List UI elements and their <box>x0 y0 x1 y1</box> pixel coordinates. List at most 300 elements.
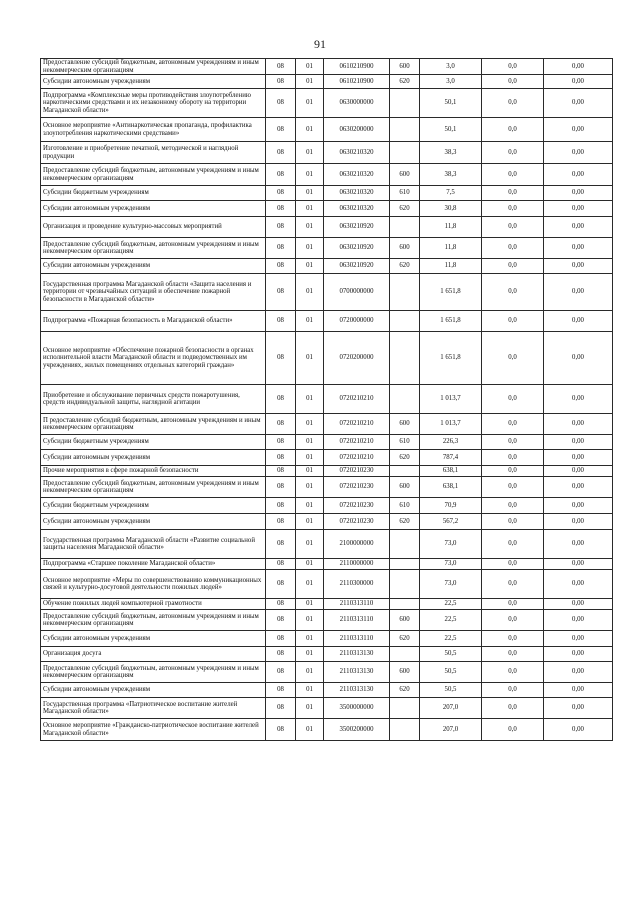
row-amount-2-cell: 0,0 <box>482 217 544 238</box>
row-amount-1-cell: 1 651,8 <box>420 311 482 332</box>
row-name-cell: Предоставление субсидий бюджетным, автономным учреждениям и иным некоммерческим организациям <box>41 477 266 498</box>
row-amount-1-cell: 22,5 <box>420 631 482 647</box>
table-row <box>41 385 613 414</box>
row-amount-2-cell: 0,0 <box>482 59 544 75</box>
row-chapter-cell: 08 <box>266 466 296 477</box>
row-subsection-cell: 01 <box>296 311 324 332</box>
row-subsection-cell: 01 <box>296 142 324 164</box>
row-amount-2-cell: 0,0 <box>482 75 544 89</box>
row-name-cell: Субсидии автономным учреждениям <box>41 631 266 647</box>
row-amount-1-cell: 567,2 <box>420 514 482 530</box>
row-expense-type-cell: 610 <box>390 186 420 201</box>
row-amount-2-cell: 0,0 <box>482 570 544 599</box>
row-amount-1-cell: 22,5 <box>420 599 482 610</box>
row-target-article-cell: 0720200000 <box>324 332 390 385</box>
row-subsection-cell: 01 <box>296 435 324 450</box>
table-row <box>41 570 613 599</box>
table-row <box>41 662 613 683</box>
row-chapter-cell: 08 <box>266 662 296 683</box>
row-amount-1-cell: 73,0 <box>420 559 482 570</box>
row-chapter-cell: 08 <box>266 201 296 217</box>
row-expense-type-cell: 600 <box>390 238 420 259</box>
row-amount-1-cell: 1 013,7 <box>420 385 482 414</box>
row-amount-1-cell: 638,1 <box>420 477 482 498</box>
table-row <box>41 466 613 477</box>
row-amount-1-cell: 73,0 <box>420 570 482 599</box>
row-name-cell: Организация и проведение культурно-массовых мероприятий <box>41 217 266 238</box>
row-amount-3-cell: 0,00 <box>544 435 613 450</box>
row-subsection-cell: 01 <box>296 414 324 435</box>
row-name-cell: Обучение пожилых людей компьютерной грамотности <box>41 599 266 610</box>
row-name-cell: Предоставление субсидий бюджетным, автономным учреждениям и иным некоммерческим организациям <box>41 59 266 75</box>
row-chapter-cell: 08 <box>266 414 296 435</box>
row-amount-2-cell: 0,0 <box>482 201 544 217</box>
row-target-article-cell: 2110000000 <box>324 559 390 570</box>
row-name-cell: Субсидии автономным учреждениям <box>41 683 266 698</box>
row-amount-1-cell: 70,9 <box>420 498 482 514</box>
row-amount-1-cell: 11,8 <box>420 217 482 238</box>
row-name-cell: Субсидии автономным учреждениям <box>41 259 266 274</box>
row-expense-type-cell: 620 <box>390 683 420 698</box>
table-row <box>41 599 613 610</box>
row-amount-3-cell: 0,00 <box>544 466 613 477</box>
row-amount-2-cell: 0,0 <box>482 599 544 610</box>
row-subsection-cell: 01 <box>296 498 324 514</box>
row-target-article-cell: 0610210900 <box>324 59 390 75</box>
row-amount-2-cell: 0,0 <box>482 514 544 530</box>
table-row <box>41 217 613 238</box>
row-expense-type-cell <box>390 599 420 610</box>
row-expense-type-cell: 600 <box>390 662 420 683</box>
row-expense-type-cell <box>390 385 420 414</box>
row-amount-1-cell: 50,5 <box>420 683 482 698</box>
row-amount-3-cell: 0,00 <box>544 719 613 741</box>
row-expense-type-cell <box>390 466 420 477</box>
row-amount-2-cell: 0,0 <box>482 186 544 201</box>
row-chapter-cell: 08 <box>266 514 296 530</box>
row-target-article-cell: 0720000000 <box>324 311 390 332</box>
row-amount-3-cell: 0,00 <box>544 89 613 118</box>
row-amount-2-cell: 0,0 <box>482 450 544 466</box>
row-subsection-cell: 01 <box>296 164 324 186</box>
row-name-cell: Подпрограмма «Пожарная безопасность в Магаданской области» <box>41 311 266 332</box>
row-amount-2-cell: 0,0 <box>482 719 544 741</box>
table-row <box>41 89 613 118</box>
row-target-article-cell: 0630210920 <box>324 217 390 238</box>
table-body <box>41 59 613 741</box>
row-target-article-cell: 0630210920 <box>324 238 390 259</box>
row-subsection-cell: 01 <box>296 59 324 75</box>
row-target-article-cell: 2110313130 <box>324 683 390 698</box>
row-chapter-cell: 08 <box>266 498 296 514</box>
row-amount-3-cell: 0,00 <box>544 514 613 530</box>
row-amount-2-cell: 0,0 <box>482 647 544 662</box>
row-name-cell: Государственная программа Магаданской области «Защита населения и территории от чрезвычайных ситуаций и обеспечение пожарной безопасности в Магаданской области» <box>41 274 266 311</box>
row-amount-3-cell: 0,00 <box>544 530 613 559</box>
row-expense-type-cell <box>390 217 420 238</box>
row-subsection-cell: 01 <box>296 118 324 142</box>
row-subsection-cell: 01 <box>296 570 324 599</box>
row-expense-type-cell <box>390 311 420 332</box>
row-target-article-cell: 0720210230 <box>324 498 390 514</box>
row-subsection-cell: 01 <box>296 559 324 570</box>
row-amount-3-cell: 0,00 <box>544 385 613 414</box>
table-row <box>41 164 613 186</box>
row-amount-2-cell: 0,0 <box>482 559 544 570</box>
row-amount-1-cell: 50,5 <box>420 647 482 662</box>
row-amount-2-cell: 0,0 <box>482 683 544 698</box>
row-name-cell: Государственная программа Магаданской области «Развитие социальной защиты населения Магаданской области» <box>41 530 266 559</box>
row-expense-type-cell: 620 <box>390 201 420 217</box>
row-amount-3-cell: 0,00 <box>544 683 613 698</box>
table-row <box>41 477 613 498</box>
row-amount-1-cell: 38,3 <box>420 164 482 186</box>
row-chapter-cell: 08 <box>266 217 296 238</box>
row-expense-type-cell: 620 <box>390 450 420 466</box>
row-expense-type-cell <box>390 559 420 570</box>
row-name-cell: Основное мероприятие «Гражданско-патриотическое воспитание жителей Магаданской области» <box>41 719 266 741</box>
row-chapter-cell: 08 <box>266 274 296 311</box>
table-row <box>41 610 613 631</box>
page-number: 91 <box>314 37 326 51</box>
row-name-cell: Приобретение и обслуживание первичных средств пожаротушения, средств индивидуальной защиты, наглядной агитации <box>41 385 266 414</box>
row-amount-2-cell: 0,0 <box>482 466 544 477</box>
row-expense-type-cell <box>390 647 420 662</box>
row-amount-2-cell: 0,0 <box>482 259 544 274</box>
row-chapter-cell: 08 <box>266 142 296 164</box>
row-expense-type-cell <box>390 530 420 559</box>
row-amount-1-cell: 22,5 <box>420 610 482 631</box>
row-target-article-cell: 0720210230 <box>324 466 390 477</box>
row-amount-1-cell: 38,3 <box>420 142 482 164</box>
row-amount-2-cell: 0,0 <box>482 530 544 559</box>
row-expense-type-cell <box>390 332 420 385</box>
row-subsection-cell: 01 <box>296 647 324 662</box>
row-subsection-cell: 01 <box>296 698 324 719</box>
row-amount-1-cell: 11,8 <box>420 259 482 274</box>
row-amount-1-cell: 50,1 <box>420 89 482 118</box>
row-name-cell: Предоставление субсидий бюджетным, автономным учреждениям и иным некоммерческим организациям <box>41 164 266 186</box>
row-name-cell: Изготовление и приобретение печатной, методической и наглядной продукции <box>41 142 266 164</box>
row-target-article-cell: 0630200000 <box>324 118 390 142</box>
row-amount-1-cell: 787,4 <box>420 450 482 466</box>
row-amount-3-cell: 0,00 <box>544 570 613 599</box>
row-expense-type-cell <box>390 142 420 164</box>
row-target-article-cell: 0630210320 <box>324 142 390 164</box>
table-row <box>41 631 613 647</box>
row-expense-type-cell: 620 <box>390 75 420 89</box>
row-target-article-cell: 0630210320 <box>324 164 390 186</box>
row-subsection-cell: 01 <box>296 332 324 385</box>
table-row <box>41 75 613 89</box>
row-chapter-cell: 08 <box>266 530 296 559</box>
row-subsection-cell: 01 <box>296 259 324 274</box>
row-name-cell: Подпрограмма «Старшее поколение Магаданской области» <box>41 559 266 570</box>
row-amount-1-cell: 1 651,8 <box>420 274 482 311</box>
row-name-cell: Предоставление субсидий бюджетным, автономным учреждениям и иным некоммерческим организациям <box>41 610 266 631</box>
row-subsection-cell: 01 <box>296 238 324 259</box>
row-chapter-cell: 08 <box>266 164 296 186</box>
row-amount-1-cell: 11,8 <box>420 238 482 259</box>
row-amount-1-cell: 1 013,7 <box>420 414 482 435</box>
row-subsection-cell: 01 <box>296 477 324 498</box>
row-chapter-cell: 08 <box>266 450 296 466</box>
row-amount-2-cell: 0,0 <box>482 631 544 647</box>
row-subsection-cell: 01 <box>296 631 324 647</box>
row-name-cell: Основное мероприятие «Меры по совершенствованию коммуникационных связей и культурно-досуговой деятельности пожилых людей» <box>41 570 266 599</box>
row-name-cell: Субсидии автономным учреждениям <box>41 514 266 530</box>
row-expense-type-cell: 600 <box>390 59 420 75</box>
row-amount-3-cell: 0,00 <box>544 477 613 498</box>
budget-table <box>40 58 613 741</box>
row-target-article-cell: 0630210320 <box>324 201 390 217</box>
row-chapter-cell: 08 <box>266 75 296 89</box>
row-amount-3-cell: 0,00 <box>544 698 613 719</box>
row-name-cell: П редоставление субсидий бюджетным, автономным учреждениям и иным некоммерческим организациям <box>41 414 266 435</box>
row-name-cell: Субсидии автономным учреждениям <box>41 450 266 466</box>
row-expense-type-cell: 600 <box>390 164 420 186</box>
row-chapter-cell: 08 <box>266 238 296 259</box>
row-target-article-cell: 2110313110 <box>324 599 390 610</box>
row-chapter-cell: 08 <box>266 631 296 647</box>
row-name-cell: Организация досуга <box>41 647 266 662</box>
table-row <box>41 498 613 514</box>
row-subsection-cell: 01 <box>296 530 324 559</box>
row-subsection-cell: 01 <box>296 201 324 217</box>
row-target-article-cell: 0700000000 <box>324 274 390 311</box>
row-expense-type-cell <box>390 570 420 599</box>
row-amount-2-cell: 0,0 <box>482 89 544 118</box>
row-name-cell: Прочие мероприятия в сфере пожарной безопасности <box>41 466 266 477</box>
row-amount-3-cell: 0,00 <box>544 238 613 259</box>
row-amount-2-cell: 0,0 <box>482 435 544 450</box>
row-amount-2-cell: 0,0 <box>482 238 544 259</box>
row-target-article-cell: 0720210210 <box>324 450 390 466</box>
row-chapter-cell: 08 <box>266 647 296 662</box>
row-name-cell: Основное мероприятие «Антинаркотическая пропаганда, профилактика злоупотребления наркотическими средствами» <box>41 118 266 142</box>
table-row <box>41 698 613 719</box>
row-expense-type-cell <box>390 118 420 142</box>
row-target-article-cell: 2110313110 <box>324 610 390 631</box>
row-chapter-cell: 08 <box>266 570 296 599</box>
table-row <box>41 274 613 311</box>
table-row <box>41 238 613 259</box>
row-target-article-cell: 0720210210 <box>324 435 390 450</box>
row-amount-2-cell: 0,0 <box>482 164 544 186</box>
table-row <box>41 683 613 698</box>
row-subsection-cell: 01 <box>296 75 324 89</box>
row-target-article-cell: 2110313130 <box>324 662 390 683</box>
table-row <box>41 59 613 75</box>
row-amount-2-cell: 0,0 <box>482 385 544 414</box>
row-amount-3-cell: 0,00 <box>544 75 613 89</box>
row-subsection-cell: 01 <box>296 89 324 118</box>
row-expense-type-cell: 610 <box>390 498 420 514</box>
row-name-cell: Субсидии бюджетным учреждениям <box>41 498 266 514</box>
row-amount-2-cell: 0,0 <box>482 332 544 385</box>
row-amount-2-cell: 0,0 <box>482 142 544 164</box>
row-chapter-cell: 08 <box>266 435 296 450</box>
row-subsection-cell: 01 <box>296 662 324 683</box>
row-subsection-cell: 01 <box>296 186 324 201</box>
row-amount-3-cell: 0,00 <box>544 201 613 217</box>
row-chapter-cell: 08 <box>266 118 296 142</box>
row-amount-1-cell: 3,0 <box>420 75 482 89</box>
row-amount-3-cell: 0,00 <box>544 311 613 332</box>
table-row <box>41 450 613 466</box>
row-target-article-cell: 0610210900 <box>324 75 390 89</box>
row-chapter-cell: 08 <box>266 599 296 610</box>
row-amount-2-cell: 0,0 <box>482 698 544 719</box>
row-subsection-cell: 01 <box>296 450 324 466</box>
row-amount-3-cell: 0,00 <box>544 631 613 647</box>
row-subsection-cell: 01 <box>296 683 324 698</box>
row-target-article-cell: 3500000000 <box>324 698 390 719</box>
row-amount-2-cell: 0,0 <box>482 610 544 631</box>
table-row <box>41 530 613 559</box>
row-chapter-cell: 08 <box>266 559 296 570</box>
row-amount-2-cell: 0,0 <box>482 118 544 142</box>
row-amount-2-cell: 0,0 <box>482 274 544 311</box>
row-target-article-cell: 0630210320 <box>324 186 390 201</box>
row-name-cell: Предоставление субсидий бюджетным, автономным учреждениям и иным некоммерческим организациям <box>41 238 266 259</box>
row-subsection-cell: 01 <box>296 274 324 311</box>
row-chapter-cell: 08 <box>266 385 296 414</box>
row-amount-3-cell: 0,00 <box>544 610 613 631</box>
row-amount-3-cell: 0,00 <box>544 647 613 662</box>
row-expense-type-cell <box>390 719 420 741</box>
row-expense-type-cell: 600 <box>390 414 420 435</box>
row-chapter-cell: 08 <box>266 186 296 201</box>
table-row <box>41 435 613 450</box>
row-amount-3-cell: 0,00 <box>544 164 613 186</box>
row-amount-2-cell: 0,0 <box>482 414 544 435</box>
row-amount-2-cell: 0,0 <box>482 498 544 514</box>
row-target-article-cell: 0630210920 <box>324 259 390 274</box>
row-chapter-cell: 08 <box>266 683 296 698</box>
row-amount-3-cell: 0,00 <box>544 414 613 435</box>
table-row <box>41 332 613 385</box>
row-target-article-cell: 2110313110 <box>324 631 390 647</box>
row-name-cell: Субсидии бюджетным учреждениям <box>41 186 266 201</box>
row-target-article-cell: 2100000000 <box>324 530 390 559</box>
row-amount-3-cell: 0,00 <box>544 142 613 164</box>
row-chapter-cell: 08 <box>266 610 296 631</box>
table-row <box>41 647 613 662</box>
row-amount-1-cell: 7,5 <box>420 186 482 201</box>
table-row <box>41 414 613 435</box>
row-amount-1-cell: 50,5 <box>420 662 482 683</box>
row-expense-type-cell: 610 <box>390 435 420 450</box>
row-name-cell: Субсидии бюджетным учреждениям <box>41 435 266 450</box>
table-row <box>41 514 613 530</box>
row-amount-3-cell: 0,00 <box>544 274 613 311</box>
row-amount-3-cell: 0,00 <box>544 559 613 570</box>
row-chapter-cell: 08 <box>266 311 296 332</box>
row-amount-1-cell: 207,0 <box>420 698 482 719</box>
row-subsection-cell: 01 <box>296 610 324 631</box>
row-amount-3-cell: 0,00 <box>544 599 613 610</box>
row-expense-type-cell <box>390 274 420 311</box>
row-name-cell: Государственная программа «Патриотическое воспитание жителей Магаданской области» <box>41 698 266 719</box>
row-chapter-cell: 08 <box>266 59 296 75</box>
row-chapter-cell: 08 <box>266 89 296 118</box>
row-expense-type-cell: 620 <box>390 259 420 274</box>
row-amount-1-cell: 1 651,8 <box>420 332 482 385</box>
row-amount-1-cell: 638,1 <box>420 466 482 477</box>
row-amount-3-cell: 0,00 <box>544 332 613 385</box>
table-row <box>41 559 613 570</box>
row-amount-3-cell: 0,00 <box>544 662 613 683</box>
row-expense-type-cell <box>390 698 420 719</box>
row-name-cell: Предоставление субсидий бюджетным, автономным учреждениям и иным некоммерческим организациям <box>41 662 266 683</box>
row-target-article-cell: 2110300000 <box>324 570 390 599</box>
row-subsection-cell: 01 <box>296 514 324 530</box>
row-target-article-cell: 0720210210 <box>324 385 390 414</box>
row-name-cell: Субсидии автономным учреждениям <box>41 201 266 217</box>
row-target-article-cell: 0720210210 <box>324 414 390 435</box>
table-row <box>41 142 613 164</box>
row-subsection-cell: 01 <box>296 217 324 238</box>
row-amount-1-cell: 73,0 <box>420 530 482 559</box>
row-target-article-cell: 0720210230 <box>324 477 390 498</box>
row-chapter-cell: 08 <box>266 477 296 498</box>
row-amount-2-cell: 0,0 <box>482 311 544 332</box>
row-amount-1-cell: 207,0 <box>420 719 482 741</box>
row-chapter-cell: 08 <box>266 332 296 385</box>
row-name-cell: Основное мероприятие «Обеспечение пожарной безопасности в органах исполнительной власти Магаданской области и подведомственных им учреждениях, жилых помещениях отдельных категорий граждан» <box>41 332 266 385</box>
row-expense-type-cell: 600 <box>390 610 420 631</box>
row-amount-1-cell: 50,1 <box>420 118 482 142</box>
row-amount-1-cell: 226,3 <box>420 435 482 450</box>
row-amount-2-cell: 0,0 <box>482 662 544 683</box>
row-expense-type-cell: 600 <box>390 477 420 498</box>
table-row <box>41 259 613 274</box>
row-amount-3-cell: 0,00 <box>544 59 613 75</box>
table-row <box>41 186 613 201</box>
row-subsection-cell: 01 <box>296 599 324 610</box>
row-chapter-cell: 08 <box>266 698 296 719</box>
row-target-article-cell: 0720210230 <box>324 514 390 530</box>
row-amount-2-cell: 0,0 <box>482 477 544 498</box>
row-amount-3-cell: 0,00 <box>544 498 613 514</box>
row-amount-3-cell: 0,00 <box>544 450 613 466</box>
row-amount-1-cell: 3,0 <box>420 59 482 75</box>
row-target-article-cell: 0630000000 <box>324 89 390 118</box>
table-row <box>41 118 613 142</box>
row-chapter-cell: 08 <box>266 719 296 741</box>
row-target-article-cell: 3500200000 <box>324 719 390 741</box>
row-subsection-cell: 01 <box>296 719 324 741</box>
table-row <box>41 311 613 332</box>
row-amount-1-cell: 30,8 <box>420 201 482 217</box>
row-subsection-cell: 01 <box>296 466 324 477</box>
row-amount-3-cell: 0,00 <box>544 186 613 201</box>
row-amount-3-cell: 0,00 <box>544 118 613 142</box>
row-target-article-cell: 2110313130 <box>324 647 390 662</box>
row-amount-3-cell: 0,00 <box>544 217 613 238</box>
row-expense-type-cell: 620 <box>390 514 420 530</box>
row-name-cell: Подпрограмма «Комплексные меры противодействия злоупотреблению наркотическими средствами и их незаконному обороту на территории Магаданской области» <box>41 89 266 118</box>
row-expense-type-cell: 620 <box>390 631 420 647</box>
row-name-cell: Субсидии автономным учреждениям <box>41 75 266 89</box>
table-row <box>41 719 613 741</box>
row-subsection-cell: 01 <box>296 385 324 414</box>
row-chapter-cell: 08 <box>266 259 296 274</box>
row-expense-type-cell <box>390 89 420 118</box>
row-amount-3-cell: 0,00 <box>544 259 613 274</box>
table-row <box>41 201 613 217</box>
